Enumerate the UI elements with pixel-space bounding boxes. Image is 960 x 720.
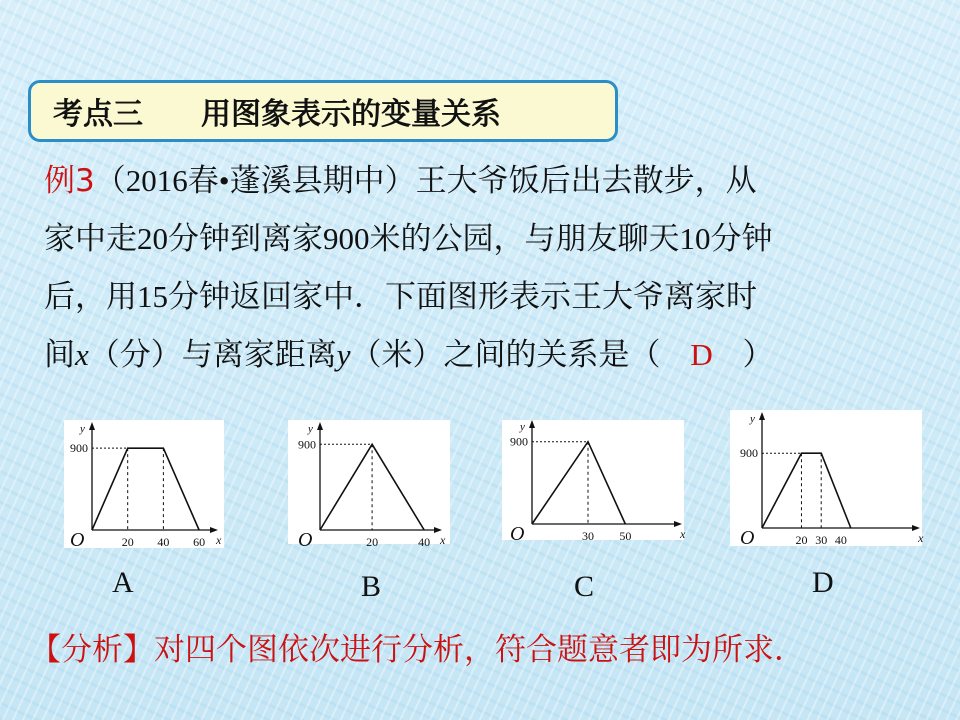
problem-line-4 (44, 326, 934, 384)
x-axis-label: x (680, 527, 686, 541)
y-tick-label: 900 (510, 434, 528, 449)
y-tick-label: 900 (740, 446, 758, 461)
problem-text-segment: 分钟 (710, 221, 773, 257)
origin-label: O (298, 529, 313, 551)
problem-line-1-text: 王大爷饭后出去散步，从 (415, 163, 757, 199)
x-tick-label: 40 (418, 535, 431, 549)
variable-y: y (336, 337, 351, 372)
y-axis-label: y (750, 413, 755, 425)
analysis-text: 【分析】对四个图依次进行分析，符合题意者即为所求． (30, 632, 805, 668)
problem-text-segment: 分钟到离家 (168, 221, 323, 257)
problem-number: 900 (323, 221, 370, 256)
graph-background (64, 420, 224, 548)
x-tick-label: 40 (157, 535, 170, 549)
x-tick-label: 50 (619, 529, 632, 543)
y-axis-label: y (80, 423, 85, 435)
problem-text-segment: 后，用 (44, 279, 137, 315)
x-tick-label: 20 (795, 533, 808, 547)
option-d-graph (728, 408, 924, 556)
problem-number: 20 (137, 221, 168, 256)
section-title-topic: 用图象表示的变量关系 (201, 97, 501, 132)
variable-x: x (75, 337, 89, 372)
option-a-label[interactable]: A (112, 566, 134, 599)
origin-label: O (70, 529, 85, 551)
answer-value: D (690, 337, 713, 372)
graph-svg (288, 420, 450, 560)
problem-line-3 (44, 268, 934, 326)
section-title-box (28, 80, 618, 142)
y-tick-label: 900 (298, 437, 316, 452)
graph-background (730, 410, 922, 546)
problem-number: 10 (679, 221, 711, 256)
x-axis-label: x (440, 533, 446, 547)
problem-text-segment: 米的公园，与朋友聊天 (369, 221, 680, 257)
example-label: 例3 (44, 163, 95, 199)
problem-text (44, 152, 934, 384)
problem-text-segment: 分钟返回家中．下面图形表示王大爷离家时 (168, 279, 757, 315)
option-b-graph (288, 420, 450, 560)
y-tick-label: 900 (70, 441, 88, 456)
problem-line-1 (44, 152, 934, 210)
origin-label: O (740, 527, 755, 549)
origin-label: O (510, 523, 525, 545)
x-tick-label: 30 (815, 533, 828, 547)
x-tick-label: 30 (582, 529, 594, 543)
problem-text-segment: 家中走 (44, 221, 137, 257)
problem-number: 15 (137, 279, 168, 314)
problem-text-segment: （分）与离家距离 (88, 337, 337, 373)
option-a-graph (64, 418, 224, 558)
y-axis-label: y (520, 421, 525, 433)
graph-svg (64, 418, 224, 558)
x-tick-label: 60 (193, 535, 206, 549)
option-c-label[interactable]: C (574, 570, 595, 603)
x-tick-label: 20 (121, 535, 134, 549)
x-axis-label: x (216, 533, 222, 547)
graph-background (502, 420, 684, 540)
section-title-label: 考点三 (53, 97, 143, 132)
option-b-label[interactable]: B (361, 570, 382, 603)
y-axis-label: y (308, 423, 313, 435)
option-c-graph (500, 420, 686, 552)
x-tick-label: 20 (366, 535, 379, 549)
graph-svg (728, 408, 924, 556)
problem-text-segment: 间 (44, 337, 75, 373)
problem-source: （2016春•蓬溪县期中） (94, 163, 416, 198)
problem-text-segment: ） (742, 337, 774, 373)
graph-svg (500, 420, 686, 552)
problem-line-2 (44, 210, 934, 268)
problem-text-segment: （米）之间的关系是（ (350, 337, 661, 373)
x-tick-label: 40 (834, 533, 847, 547)
x-axis-label: x (918, 531, 924, 545)
option-d-label[interactable]: D (812, 566, 834, 599)
